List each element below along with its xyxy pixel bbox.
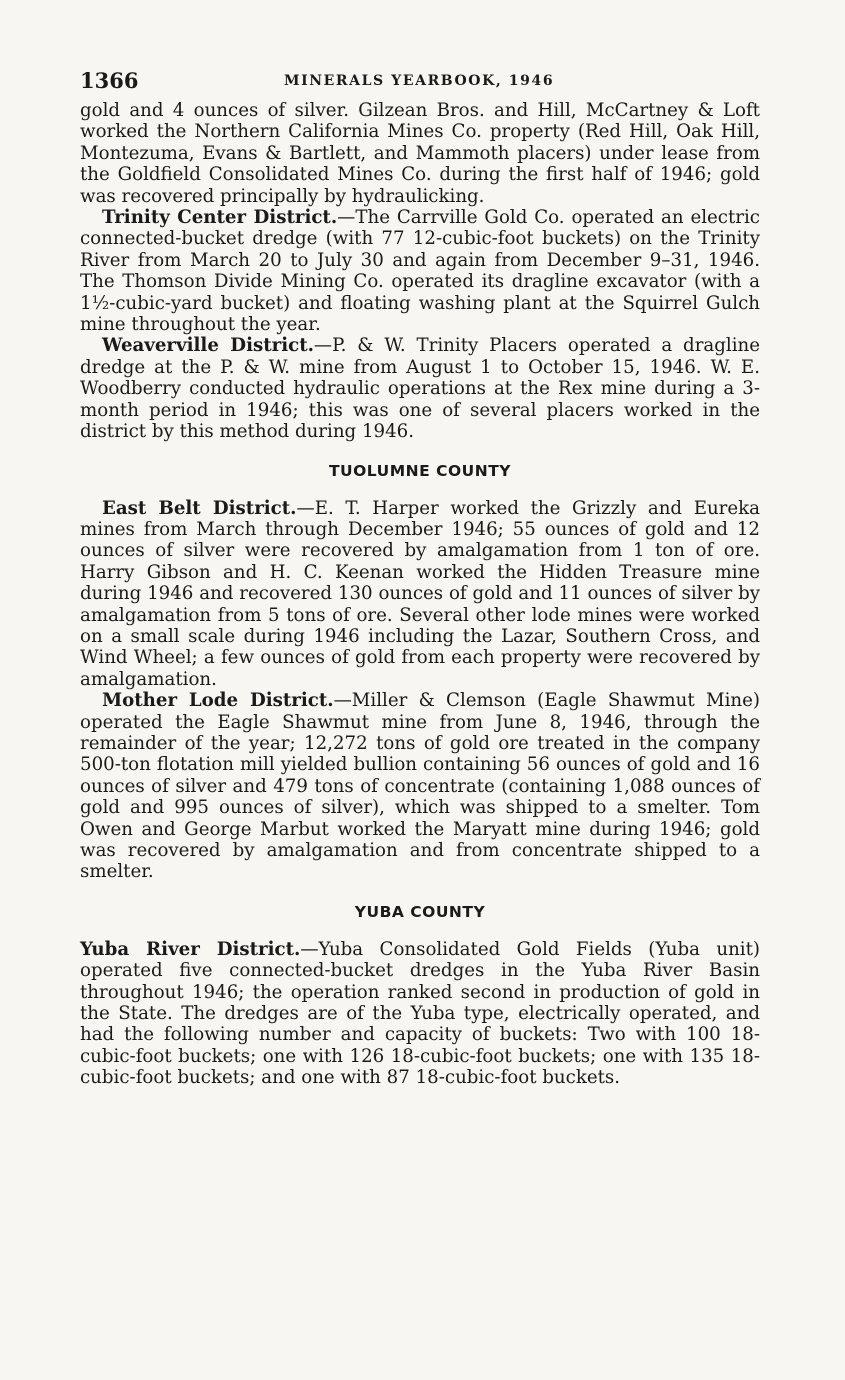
page-number: 1366 (80, 68, 139, 93)
district-heading: Mother Lode District. (102, 690, 334, 712)
mother-lode-paragraph (80, 690, 760, 883)
page-header (80, 66, 760, 100)
east-belt-paragraph (80, 498, 760, 691)
district-heading: Trinity Center District. (102, 207, 338, 229)
paragraph-text: —E. T. Harper worked the Grizzly and Eureka mines from March through December 1946; 55 ounces of gold and 12 ounces of silver were recovered by amalgamation from 1 ton of ore. Harry Gibson and H. C. Keenan worked the Hidden Treasure mine during 1946 and recovered 130 ounces of gold and 11 ounces of silver by amalgamation from 5 tons of ore. Several other lode mines were worked on a small scale during 1946 including the Lazar, Southern Cross, and Wind Wheel; a few ounces of gold from each property were recovered by amalgamation. (80, 497, 761, 690)
district-heading: Yuba River District. (80, 938, 301, 960)
intro-paragraph: gold and 4 ounces of silver. Gilzean Bros. and Hill, McCartney & Loft worked the Northern California Mines Co. property (Red Hill, Oak Hill, Montezuma, Evans & Bartlett, and Mammoth placers) under lease from the Goldfield Consolidated Mines Co. during the first half of 1946; gold was recovered principally by hydraulicking. (80, 100, 760, 207)
district-heading: Weaverville District. (102, 335, 314, 357)
document-page (80, 66, 760, 1089)
paragraph-text: —Miller & Clemson (Eagle Shawmut Mine) operated the Eagle Shawmut mine from June 8, 1946, through the remainder of the year; 12,272 tons of gold ore treated in the company 500-ton flotation mill yielded bullion containing 56 ounces of gold and 16 ounces of silver and 479 tons of concentrate (containing 1,088 ounces of gold and 995 ounces of silver), which was shipped to a smelter. Tom Owen and George Marbut worked the Maryatt mine during 1946; gold was recovered by amalgamation and from concentrate shipped to a smelter. (80, 690, 760, 883)
section-heading-tuolumne: TUOLUMNE COUNTY (328, 461, 512, 480)
yuba-river-paragraph (80, 939, 760, 1089)
paragraph-text: —P. & W. Trinity Placers operated a dragline dredge at the P. & W. mine from August 1 to October 15, 1946. W. E. Woodberry conducted hydraulic operations at the Rex mine during a 3-month period in 1946; this was one of several placers worked in the district by this method during 1946. (80, 335, 760, 443)
running-head: MINERALS YEARBOOK, 1946 (284, 73, 555, 89)
paragraph-text: —The Carrville Gold Co. operated an electric connected-bucket dredge (with 77 12-cubic-foot buckets) on the Trinity River from March 20 to July 30 and again from December 9–31, 1946. The Thomson Divide Mining Co. operated its dragline excavator (with a 1½-cubic-yard bucket) and floating washing plant at the Squirrel Gulch mine throughout the year. (80, 207, 760, 336)
section-heading-yuba: YUBA COUNTY (354, 902, 486, 921)
district-heading: East Belt District. (102, 497, 297, 519)
weaverville-paragraph (80, 335, 760, 442)
paragraph-text: —Yuba Consolidated Gold Fields (Yuba unit) operated five connected-bucket dredges in the Yuba River Basin throughout 1946; the operation ranked second in production of gold in the State. The dredges are of the Yuba type, electrically operated, and had the following number and capacity of buckets: Two with 100 18-cubic-foot buckets; one with 126 18-cubic-foot buckets; one with 135 18-cubic-foot buckets; and one with 87 18-cubic-foot buckets. (80, 938, 761, 1089)
trinity-center-paragraph (80, 207, 760, 335)
